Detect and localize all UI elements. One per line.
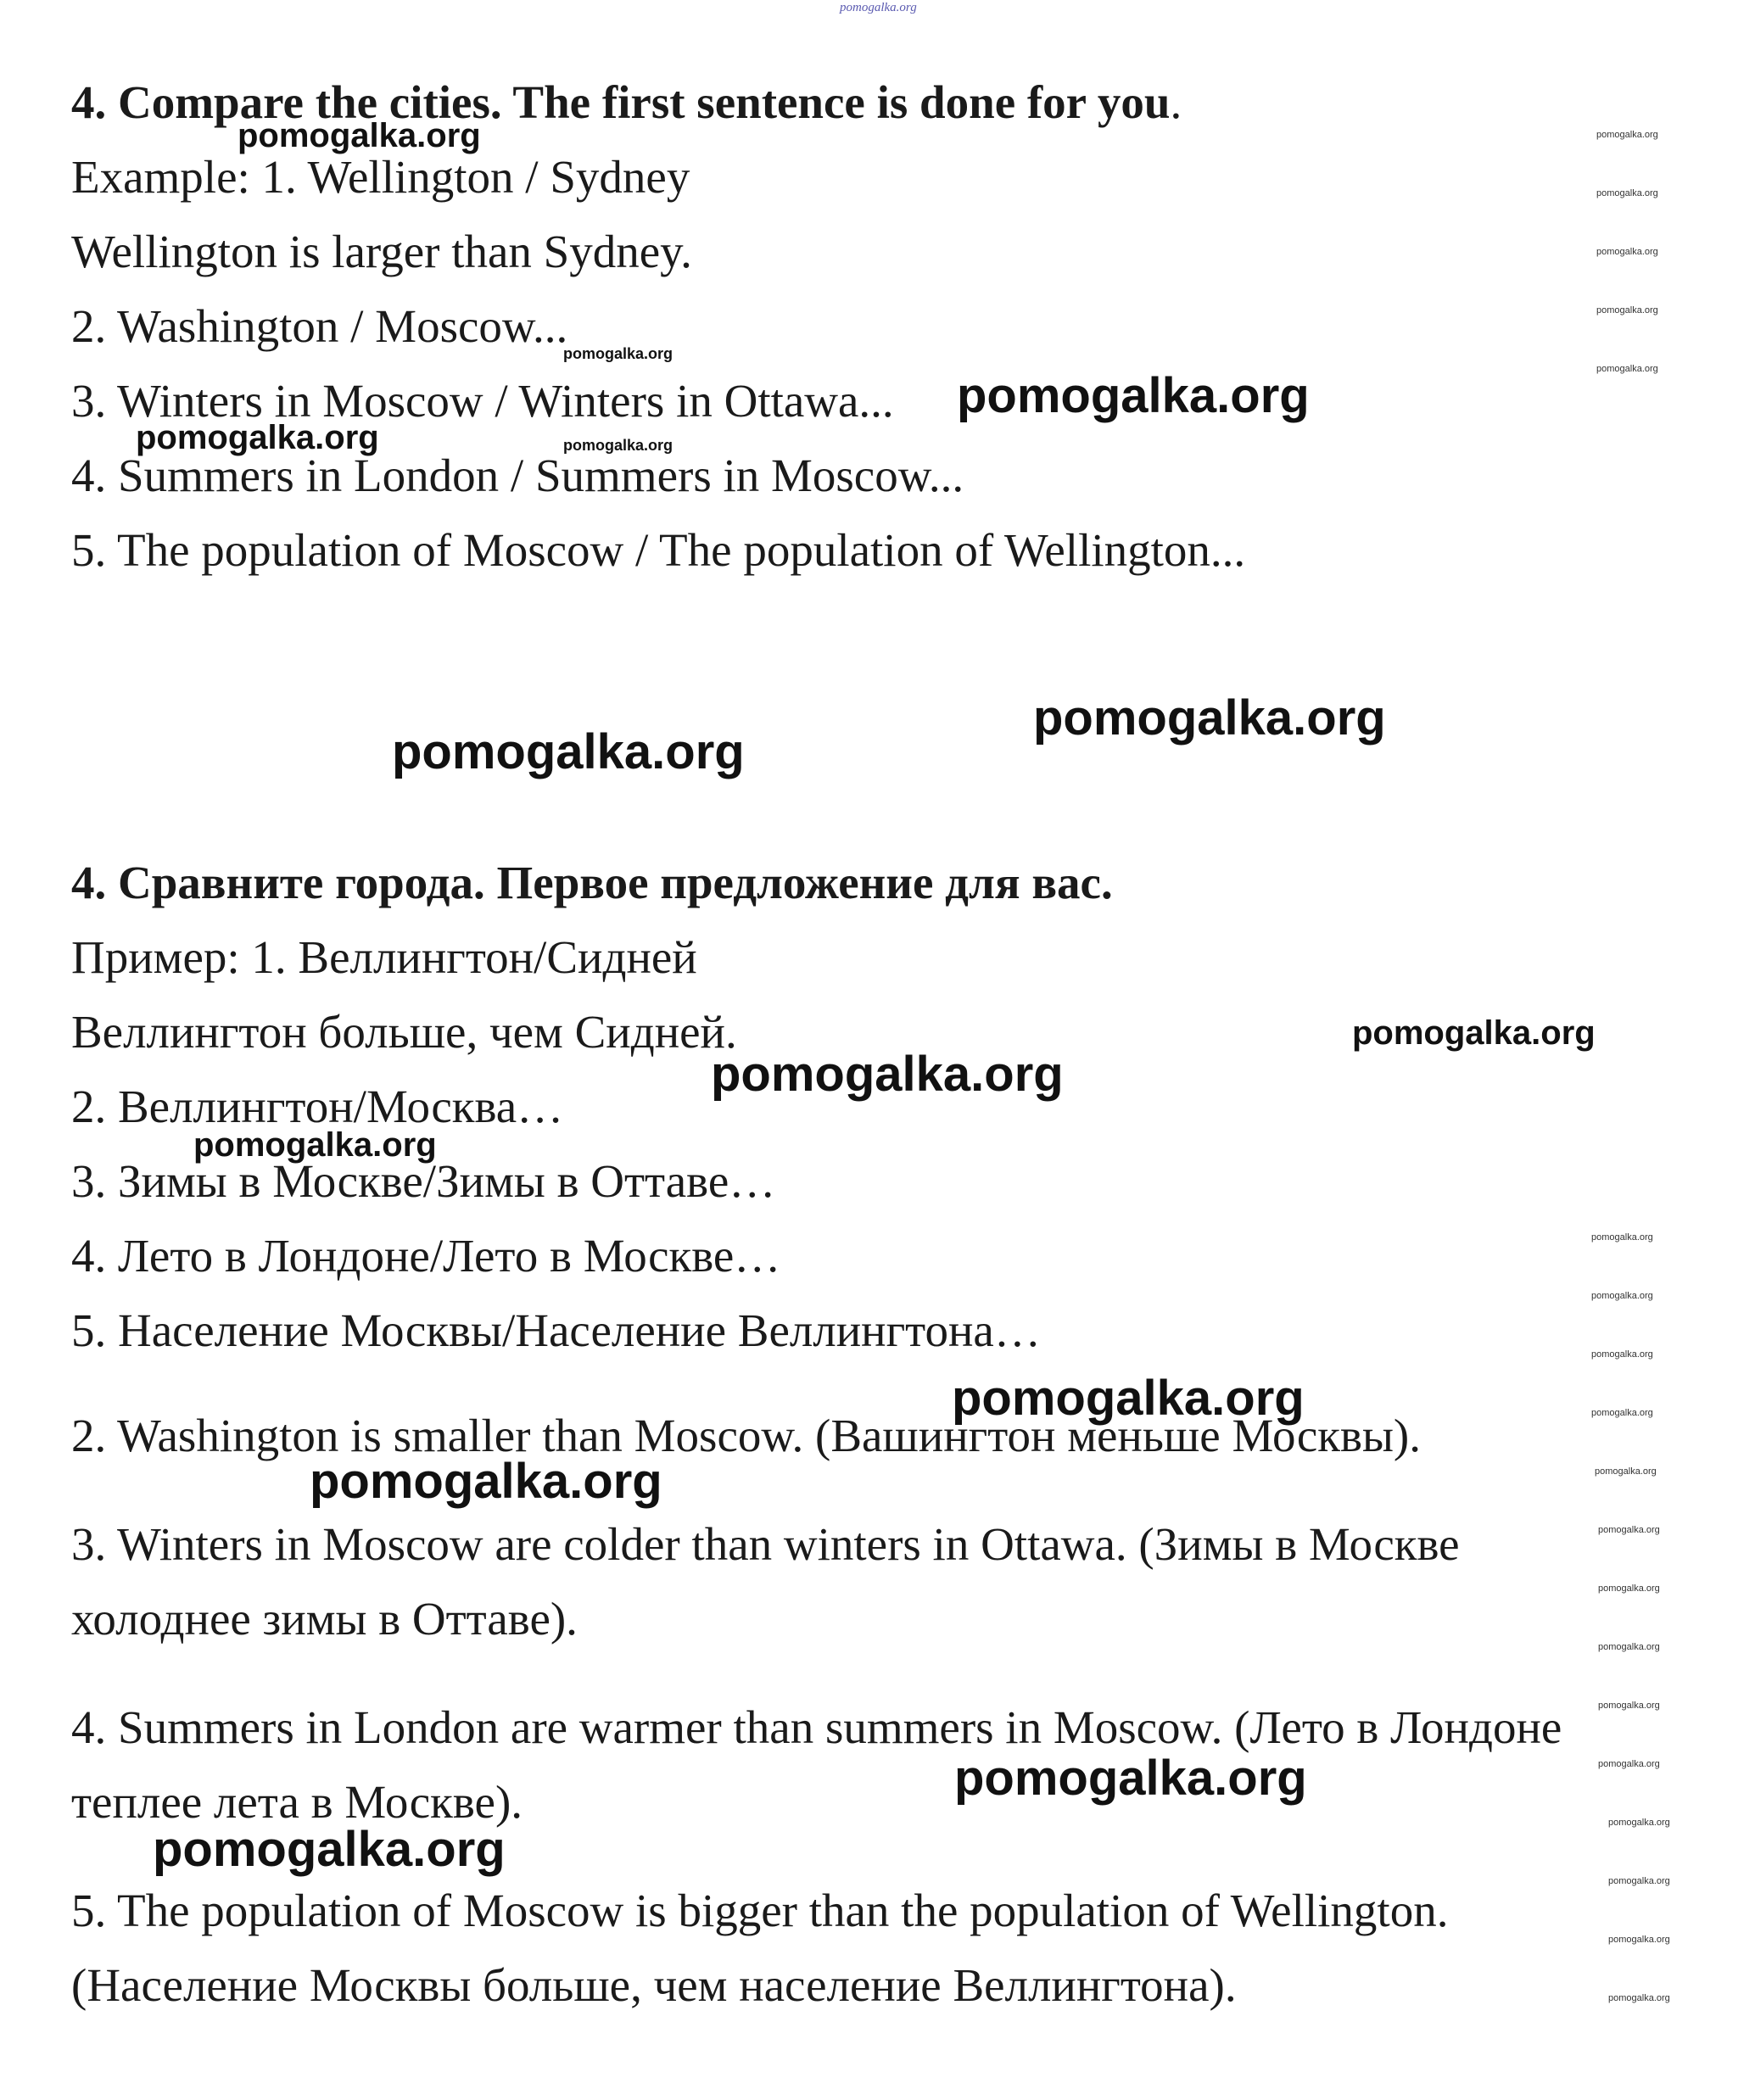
task-item-en-3: 3. Winters in Moscow / Winters in Ottawa... — [71, 375, 894, 427]
watermark: pomogalka.org — [1598, 1525, 1660, 1535]
watermark: pomogalka.org — [563, 345, 673, 362]
task-item-en-5: 5. The population of Moscow / The population of Wellington... — [71, 524, 1246, 576]
answer-line-4b: теплее лета в Москве). — [71, 1776, 523, 1828]
task-item-ru-2: 2. Веллингтон/Москва… — [71, 1081, 564, 1132]
watermark: pomogalka.org — [563, 437, 673, 454]
watermark: pomogalka.org — [1595, 1466, 1657, 1477]
task-item-en-2: 2. Washington / Moscow... — [71, 300, 568, 352]
watermark: pomogalka.org — [136, 419, 379, 456]
example-line-en: Example: 1. Wellington / Sydney — [71, 151, 690, 203]
watermark: pomogalka.org — [153, 1822, 506, 1877]
watermark: pomogalka.org — [952, 1371, 1305, 1426]
example-line-ru: Пример: 1. Веллингтон/Сидней — [71, 931, 697, 983]
watermark: pomogalka.org — [1591, 1291, 1653, 1301]
answer-line-4a: 4. Summers in London are warmer than summers in Moscow. (Лето в Лондоне — [71, 1701, 1562, 1753]
watermark: pomogalka.org — [1591, 1232, 1653, 1243]
task-item-ru-4: 4. Лето в Лондоне/Лето в Москве… — [71, 1230, 781, 1282]
watermark: pomogalka.org — [954, 1751, 1307, 1806]
watermark: pomogalka.org — [711, 1047, 1064, 1102]
watermark: pomogalka.org — [1608, 1876, 1670, 1886]
answer-line-2: 2. Washington is smaller than Moscow. (Вашингтон меньше Москвы). — [71, 1410, 1421, 1461]
watermark-top: pomogalka.org — [840, 1, 917, 14]
watermark: pomogalka.org — [1598, 1583, 1660, 1594]
watermark: pomogalka.org — [1598, 1759, 1660, 1769]
watermark: pomogalka.org — [1352, 1014, 1596, 1052]
answer-line-5a: 5. The population of Moscow is bigger than the population of Wellington. — [71, 1885, 1449, 1936]
watermark: pomogalka.org — [1033, 690, 1386, 746]
task-item-ru-3: 3. Зимы в Москве/Зимы в Оттаве… — [71, 1155, 776, 1207]
watermark: pomogalka.org — [392, 724, 745, 779]
watermark: pomogalka.org — [1596, 247, 1658, 257]
example-answer-ru: Веллингтон больше, чем Сидней. — [71, 1006, 737, 1058]
watermark: pomogalka.org — [1596, 305, 1658, 316]
task-heading-ru: 4. Сравните города. Первое предложение для вас. — [71, 857, 1113, 908]
task-item-ru-5: 5. Население Москвы/Население Веллингтона… — [71, 1304, 1041, 1356]
watermark: pomogalka.org — [1608, 1993, 1670, 2003]
watermark: pomogalka.org — [1608, 1935, 1670, 1945]
watermark: pomogalka.org — [1591, 1408, 1653, 1418]
task-heading-en-tail: . — [1170, 76, 1182, 128]
task-item-en-4: 4. Summers in London / Summers in Moscow... — [71, 450, 964, 501]
answer-line-3b: холоднее зимы в Оттаве). — [71, 1593, 578, 1645]
task-heading-en-bold: 4. Compare the cities. The first sentence is done for you — [71, 76, 1171, 128]
example-answer-en: Wellington is larger than Sydney. — [71, 226, 692, 277]
watermark: pomogalka.org — [957, 368, 1310, 423]
watermark: pomogalka.org — [1591, 1349, 1653, 1360]
watermark: pomogalka.org — [193, 1126, 437, 1164]
answer-line-3a: 3. Winters in Moscow are colder than winters in Ottawa. (Зимы в Москве — [71, 1518, 1460, 1570]
watermark: pomogalka.org — [1598, 1642, 1660, 1652]
watermark: pomogalka.org — [1596, 364, 1658, 374]
watermark: pomogalka.org — [238, 117, 481, 154]
watermark: pomogalka.org — [1596, 130, 1658, 140]
watermark: pomogalka.org — [1596, 188, 1658, 198]
watermark: pomogalka.org — [310, 1454, 662, 1509]
answer-line-5b: (Население Москвы больше, чем население Веллингтона). — [71, 1959, 1237, 2011]
watermark: pomogalka.org — [1608, 1818, 1670, 1828]
watermark: pomogalka.org — [1598, 1701, 1660, 1711]
